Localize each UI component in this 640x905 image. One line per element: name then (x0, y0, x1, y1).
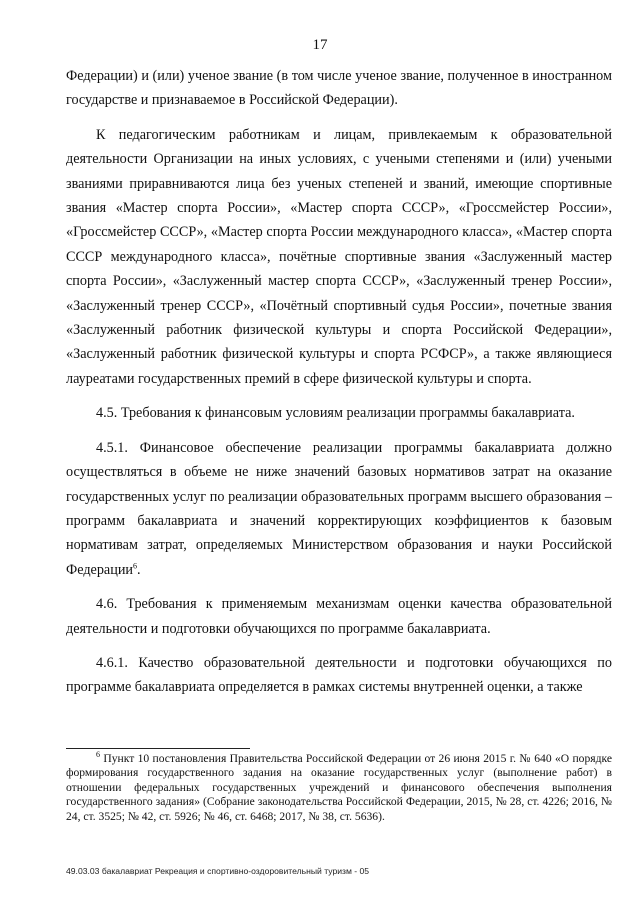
page-footer: 49.03.03 бакалавриат Рекреация и спортивно-оздоровительный туризм - 05 (66, 866, 370, 876)
footnote-marker: 6 (96, 750, 100, 760)
paragraph-continuation: Федерации) и (или) ученое звание (в том числе ученое звание, полученное в иностранном государстве и признаваемое в Российской Федерации). (66, 68, 612, 109)
section-4-5-heading: 4.5. Требования к финансовым условиям реализации программы бакалавриата. (96, 405, 575, 422)
section-4-6-heading: 4.6. Требования к применяемым механизмам оценки качества образовательной деятельности и подготовки обучающихся по программе бакалавриата. (66, 596, 612, 637)
paragraph-4-6-1: 4.6.1. Качество образовательной деятельности и подготовки обучающихся по программе бакалавриата определяется в рамках системы внутренней оценки, а также (66, 654, 612, 696)
footnote-reference: 6 (133, 560, 138, 570)
footnote-divider (66, 748, 250, 749)
footnote-6 (66, 752, 612, 824)
document-body (66, 64, 612, 700)
paragraph-4-5-1-text: 4.5.1. Финансовое обеспечение реализации программы бакалавриата должно осуществляться в объеме не ниже значений базовых нормативов затрат на оказание государственных услуг по реализации образовательных программ высшего образования – программ бакалавриата и значений корректирующих коэффициентов к базовым нормативам затрат, определяемых Министерством образования и науки Российской Федерации (66, 439, 612, 578)
paragraph-4-5-1-end: . (137, 561, 141, 578)
paragraph-equivalence: К педагогическим работникам и лицам, привлекаемым к образовательной деятельности Организации на иных условиях, с учеными степенями и (или) учеными званиями приравниваются лица без ученых степеней и званий, имеющие спортивные звания «Мастер спорта России», «Мастер спорта СССР», «Гроссмейстер России», «Гроссмейстер СССР», «Мастер спорта России международного класса», «Мастер спорта СССР международного класса», почётные спортивные звания «Заслуженный мастер спорта России», «Заслуженный мастер спорта СССР», «Заслуженный тренер России», «Заслуженный тренер СССР», «Почётный спортивный судья России», почетные звания «Заслуженный работник физической культуры и спорта Российской Федерации», «Заслуженный работник физической культуры и спорта РСФСР», а также являющиеся лауреатами государственных премий в сфере физической культуры и спорта. (66, 126, 612, 387)
footnote-text: Пункт 10 постановления Правительства Российской Федерации от 26 июня 2015 г. № 640 «О порядке формирования государственного задания на оказание государственных услуг (выполнение работ) в отношении федеральных государственных учреждений и финансового обеспечения выполнения государственного задания» (Собрание законодательства Российской Федерации, 2015, № 28, ст. 4226; 2016, № 24, ст. 3525; № 42, ст. 5926; № 46, ст. 6468; 2017, № 38, ст. 5636). (66, 752, 612, 823)
paragraph-4-5-1 (66, 436, 612, 582)
page-number: 17 (312, 37, 328, 53)
footnotes (66, 752, 612, 824)
